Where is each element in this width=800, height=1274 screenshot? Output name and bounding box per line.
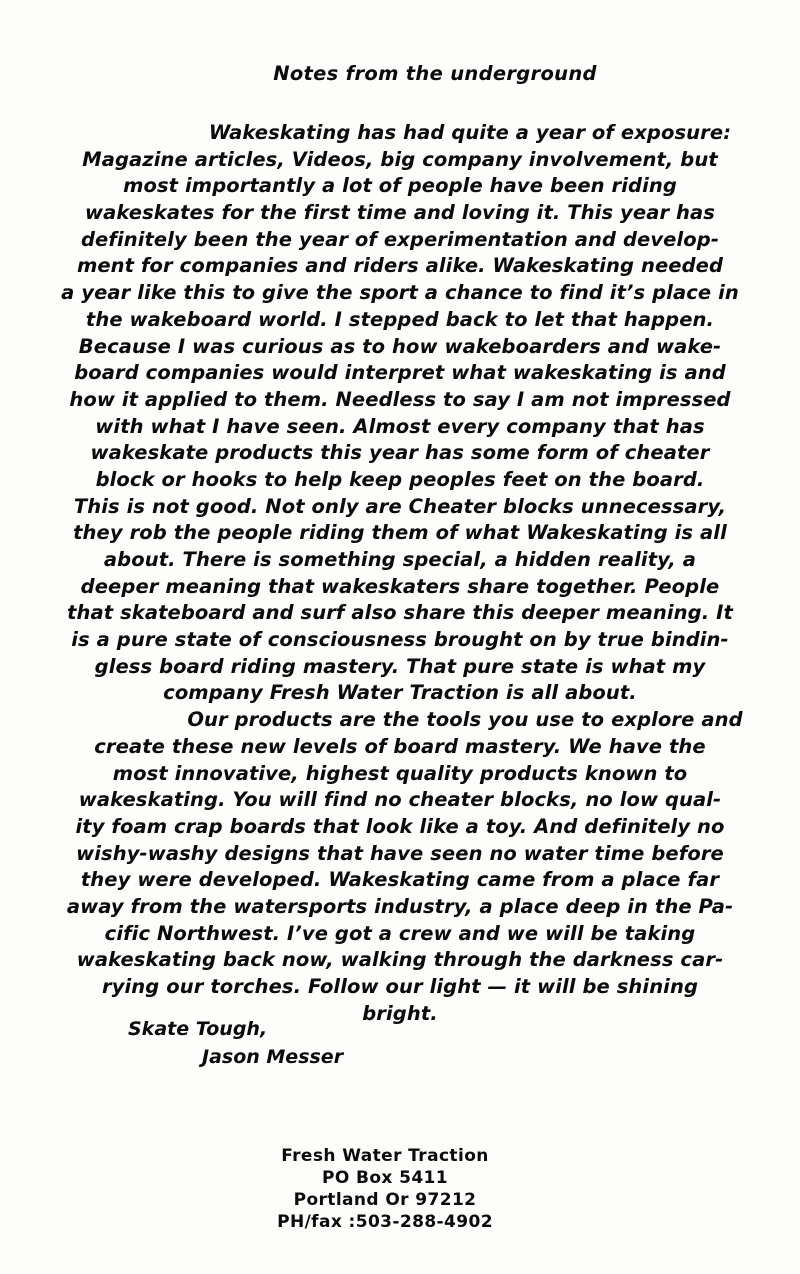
body-line: they rob the people riding them of what Wakeskating is all (73, 521, 727, 545)
contact-block (0, 1145, 770, 1233)
body-line: rying our torches. Follow our light — it will be shining (102, 975, 698, 998)
body-line: most importantly a lot of people have been riding (123, 174, 677, 198)
body-line: This is not good. Not only are Cheater blocks unnecessary, (73, 494, 727, 518)
body-line: Magazine articles, Videos, big company involvement, but (82, 147, 718, 171)
body-line: cific Northwest. I’ve got a crew and we will be taking (104, 921, 696, 945)
body-line: about. There is something special, a hidden reality, a (103, 548, 697, 571)
contact-company: Fresh Water Traction (281, 1146, 489, 1166)
contact-city: Portland Or 97212 (293, 1190, 477, 1210)
body-line: company Fresh Water Traction is all about. (163, 681, 637, 705)
body-line: wakeskating. You will find no cheater blocks, no low qual- (78, 788, 722, 812)
body-line: board companies would interpret what wakeskating is and (74, 361, 726, 385)
body-line: wakeskating back now, walking through the darkness car- (76, 948, 724, 972)
body-line: ity foam crap boards that look like a toy. And definitely no (75, 814, 725, 838)
body-line: bright. (362, 1001, 438, 1025)
body-line: is a pure state of consciousness brought on by true bindin- (71, 628, 729, 652)
body-line: definitely been the year of experimentation and develop- (80, 227, 720, 251)
body-line: Because I was curious as to how wakeboarders and wake- (78, 334, 722, 358)
body-line: most innovative, highest quality products known to (112, 761, 688, 785)
body-line: ment for companies and riders alike. Wakeskating needed (76, 254, 724, 278)
signoff-name: Jason Messer (202, 1046, 344, 1068)
body-line: block or hooks to help keep peoples feet on the board. (95, 467, 705, 491)
body-line: create these new levels of board mastery. We have the (94, 734, 706, 758)
letter-body (50, 120, 750, 1027)
signoff-closing: Skate Tough, (128, 1018, 268, 1040)
body-line: a year like this to give the sport a chance to find it’s place in (61, 281, 739, 305)
body-line: wishy-washy designs that have seen no water time before (76, 841, 724, 865)
body-line: away from the watersports industry, a place deep in the Pa- (66, 894, 734, 918)
body-line: that skateboard and surf also share this deeper meaning. It (67, 601, 733, 625)
body-line: with what I have seen. Almost every company that has (95, 414, 705, 438)
contact-phone: PH/fax :503-288-4902 (277, 1212, 493, 1232)
body-line: Our products are the tools you use to explore and (187, 708, 743, 732)
body-line: wakeskate products this year has some form of cheater (90, 441, 710, 465)
body-line: wakeskates for the first time and loving it. This year has (85, 201, 715, 225)
body-line: deeper meaning that wakeskaters share together. People (80, 574, 720, 598)
body-line: how it applied to them. Needless to say I am not impressed (69, 387, 731, 411)
body-line: gless board riding mastery. That pure state is what my (94, 654, 706, 678)
body-line: the wakeboard world. I stepped back to let that happen. (85, 307, 715, 331)
page-title: Notes from the underground (273, 62, 597, 85)
contact-po-box: PO Box 5411 (321, 1168, 449, 1188)
body-line: Wakeskating has had quite a year of exposure: (208, 121, 732, 144)
body-line: they were developed. Wakeskating came from a place far (80, 868, 720, 892)
